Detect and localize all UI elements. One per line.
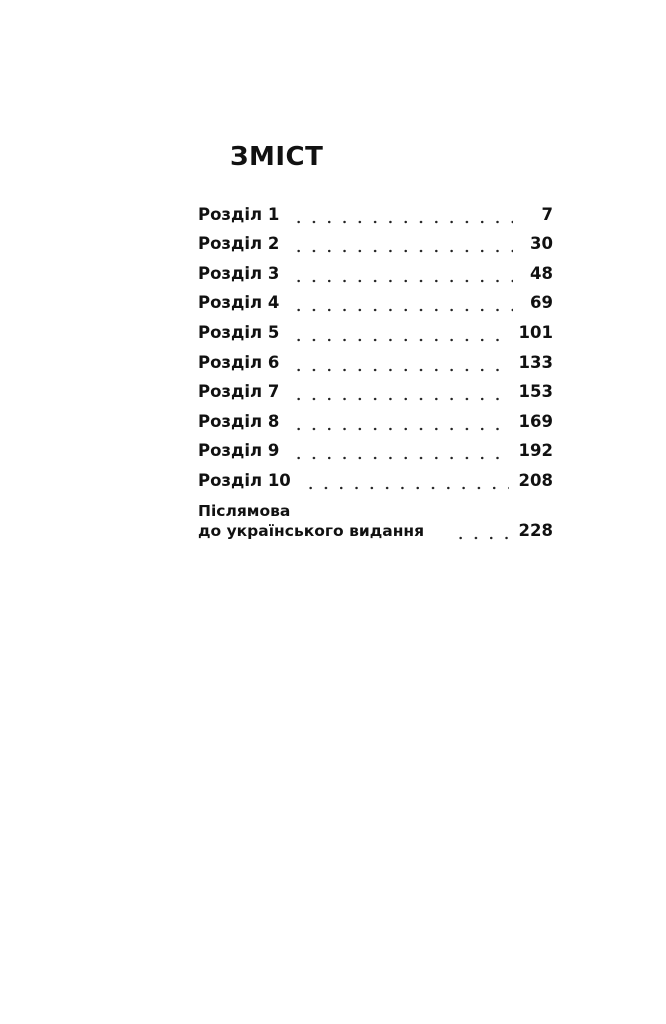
toc-entry-afterword[interactable] (198, 501, 553, 545)
page-title: ЗМІСТ (230, 142, 324, 172)
toc-entry-page: 228 (518, 520, 553, 540)
dot-leader (291, 234, 513, 254)
toc-entry-chapter-3[interactable] (198, 258, 553, 288)
toc-entry-label: Розділ 9 (198, 441, 280, 461)
toc-entry-page: 30 (530, 234, 553, 254)
dot-leader (291, 382, 508, 402)
toc-entry-chapter-9[interactable] (198, 436, 553, 466)
dot-leader (303, 471, 509, 491)
toc-entry-chapter-10[interactable] (198, 465, 553, 495)
dot-leader (291, 353, 508, 373)
toc-entry-page: 101 (518, 322, 553, 342)
toc-entry-label: Розділ 1 (198, 204, 280, 224)
toc-entry-page: 169 (518, 411, 553, 431)
dot-leader (291, 412, 508, 432)
dot-leader (291, 205, 513, 225)
dot-leader (291, 293, 513, 313)
toc-entry-label: Розділ 4 (198, 293, 280, 313)
dot-leader (291, 441, 508, 461)
toc-entry-label: Розділ 6 (198, 352, 280, 372)
toc-entry-label: Розділ 5 (198, 322, 280, 342)
toc-entry-label (198, 501, 443, 545)
dot-leader (453, 521, 509, 541)
toc-entry-chapter-4[interactable] (198, 288, 553, 318)
toc-entry-page: 133 (518, 352, 553, 372)
toc-entry-page: 48 (530, 263, 553, 283)
toc-entry-chapter-6[interactable] (198, 347, 553, 377)
dot-leader (291, 323, 508, 343)
toc-entry-chapter-7[interactable] (198, 377, 553, 407)
toc-entry-page: 69 (530, 293, 553, 313)
toc-entry-label: Розділ 3 (198, 263, 280, 283)
toc-entry-label: Розділ 7 (198, 382, 280, 402)
toc-entry-chapter-8[interactable] (198, 406, 553, 436)
toc-entry-page: 208 (518, 470, 553, 490)
toc-entry-chapter-1[interactable] (198, 199, 553, 229)
toc-entry-page: 192 (518, 441, 553, 461)
toc-entry-page: 153 (518, 382, 553, 402)
afterword-title-line1: Післямова (198, 501, 291, 520)
dot-leader (291, 264, 513, 284)
toc-entry-label: Розділ 2 (198, 234, 280, 254)
toc-entry-chapter-2[interactable] (198, 229, 553, 259)
toc-entry-label: Розділ 8 (198, 411, 280, 431)
toc-entry-page: 7 (541, 204, 553, 224)
table-of-contents (198, 199, 553, 545)
toc-entry-label: Розділ 10 (198, 470, 291, 490)
afterword-title-line2: до українського видання (198, 521, 425, 540)
toc-entry-chapter-5[interactable] (198, 317, 553, 347)
